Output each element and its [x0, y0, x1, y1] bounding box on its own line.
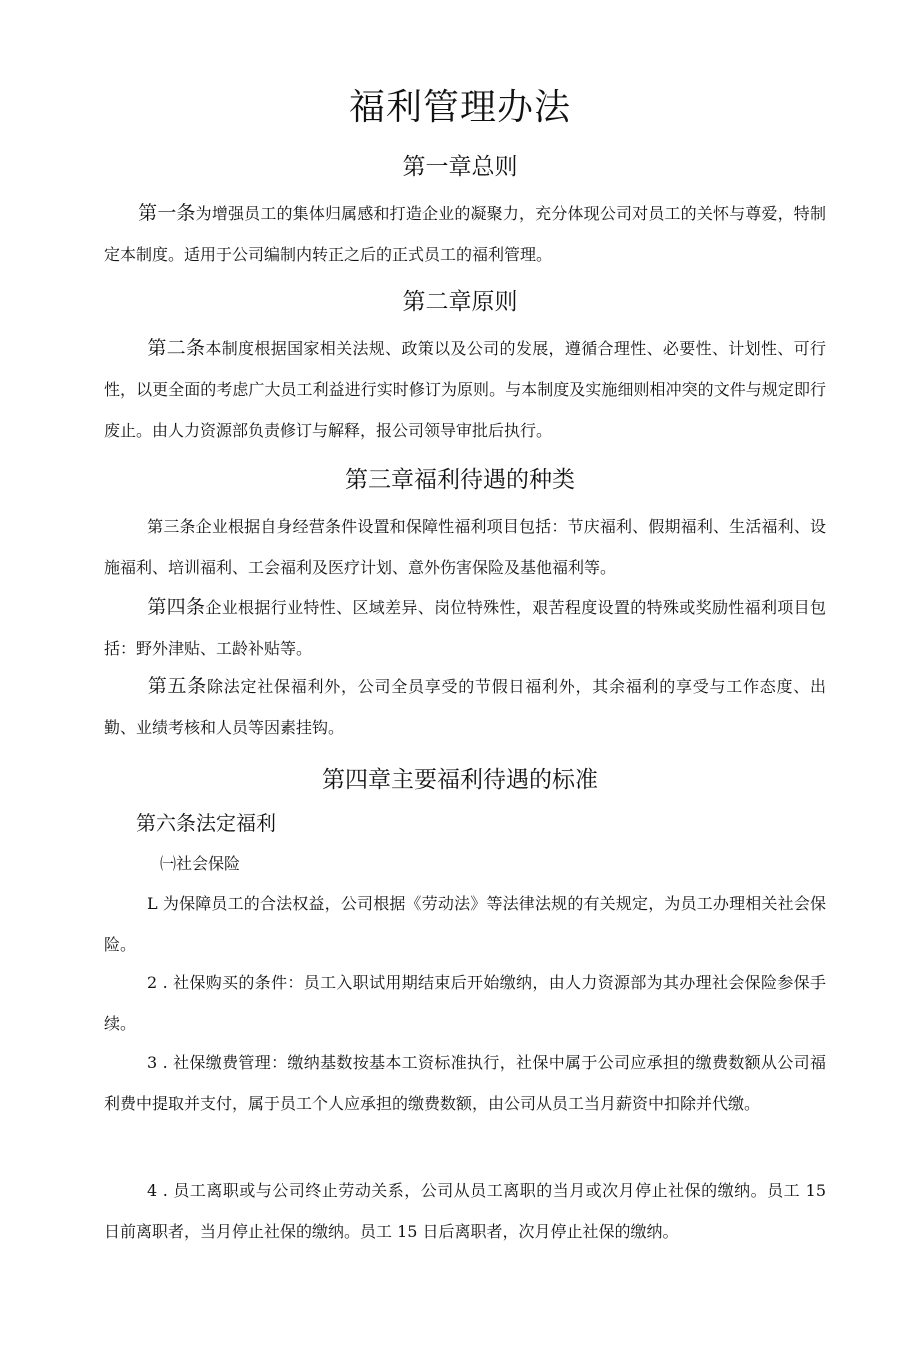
document-title: 福利管理办法	[348, 87, 571, 128]
article-4	[104, 587, 826, 669]
clause-4	[104, 1170, 826, 1252]
article-5-text: 除法定社保福利外，公司全员享受的节假日福利外，其余福利的享受与工作态度、出勤、业绩考核和人员等因素挂钩。	[104, 677, 826, 737]
article-1-lead: 第一条	[138, 202, 196, 224]
chapter-2-heading: 第二章原则	[402, 289, 518, 315]
clause-2-text: 2 . 社保购买的条件：员工入职试用期结束后开始缴纳，由人力资源部为其办理社会保险参保手续。	[104, 973, 826, 1033]
article-5	[104, 666, 826, 748]
clause-1	[104, 883, 826, 965]
clause-2	[104, 962, 826, 1044]
clause-3-text: 3 . 社保缴费管理：缴纳基数按基本工资标准执行，社保中属于公司应承担的缴费数额从公司福利费中提取并支付，属于员工个人应承担的缴费数额，由公司从员工当月薪资中扣除并代缴。	[104, 1053, 826, 1113]
clause-3	[104, 1042, 826, 1124]
article-3	[104, 506, 826, 588]
article-1-text: 为增强员工的集体归属感和打造企业的凝聚力，充分体现公司对员工的关怀与尊爱，特制定本制度。适用于公司编制内转正之后的正式员工的福利管理。	[104, 204, 826, 264]
subsection-social-insurance: ㈠社会保险	[160, 854, 241, 873]
chapter-3-heading: 第三章福利待遇的种类	[345, 467, 575, 493]
article-2-text: 本制度根据国家相关法规、政策以及公司的发展，遵循合理性、必要性、计划性、可行性，以更全面的考虑广大员工利益进行实时修订为原则。与本制度及实施细则相冲突的文件与规定即行废止。由人力资源部负责修订与解释，报公司领导审批后执行。	[104, 339, 826, 440]
clause-1-text: L 为保障员工的合法权益，公司根据《劳动法》等法律法规的有关规定，为员工办理相关社会保险。	[104, 894, 826, 954]
article-3-text: 第三条企业根据自身经营条件设置和保障性福利项目包括：节庆福利、假期福利、生活福利、设施福利、培训福利、工会福利及医疗计划、意外伤害保险及基他福利等。	[104, 517, 826, 577]
article-4-lead: 第四条	[147, 596, 206, 618]
article-5-lead: 第五条	[147, 675, 207, 697]
article-6-heading: 第六条法定福利	[136, 811, 276, 835]
chapter-1-heading: 第一章总则	[402, 154, 518, 180]
article-2	[104, 328, 826, 451]
article-4-text: 企业根据行业特性、区域差异、岗位特殊性，艰苦程度设置的特殊或奖励性福利项目包括：野外津贴、工龄补贴等。	[104, 598, 826, 658]
chapter-4-heading: 第四章主要福利待遇的标准	[322, 767, 598, 793]
article-2-lead: 第二条	[147, 337, 206, 359]
article-1	[104, 193, 826, 275]
clause-4-text: 4 . 员工离职或与公司终止劳动关系，公司从员工离职的当月或次月停止社保的缴纳。员工 15 日前离职者，当月停止社保的缴纳。员工 15 日后离职者，次月停止社保的缴纳。	[104, 1181, 826, 1241]
